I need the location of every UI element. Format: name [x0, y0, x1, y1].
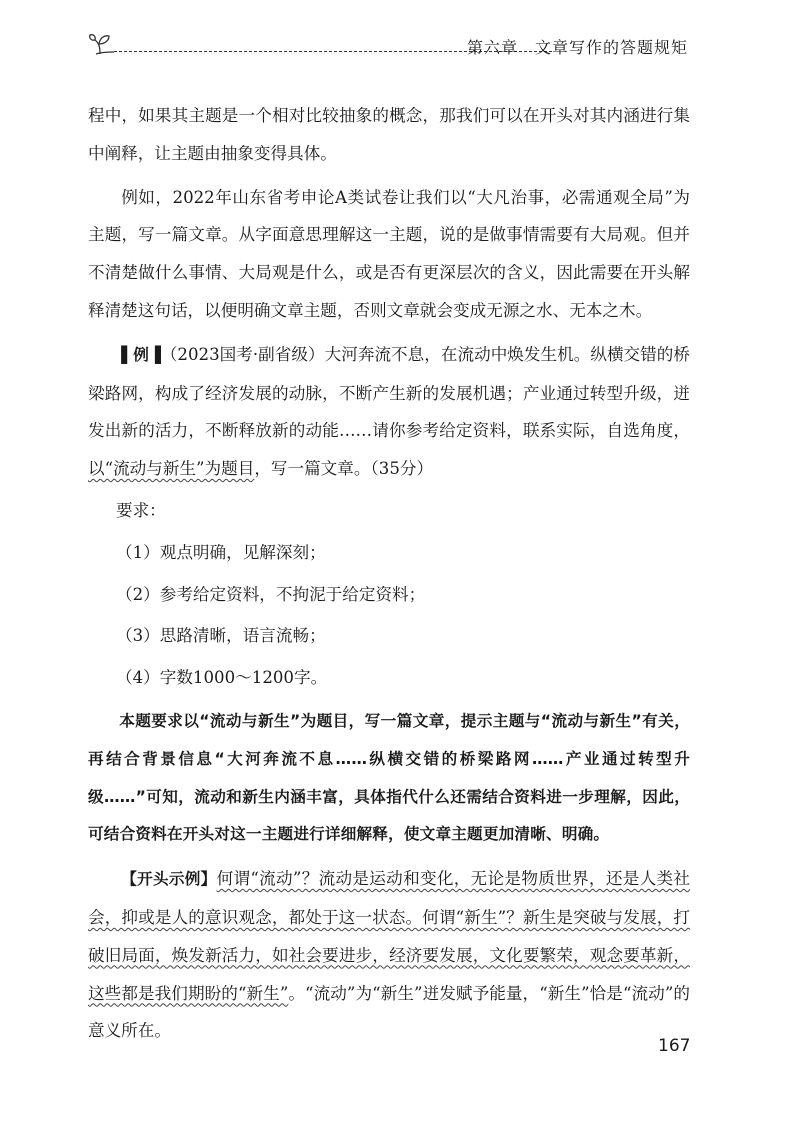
requirements-label: 要求：: [116, 500, 166, 520]
chapter-title: 第六章 文章写作的答题规矩: [466, 38, 688, 57]
requirement-item: （2）参考给定资料，不拘泥于给定资料；: [116, 584, 426, 604]
example-question-text: （2023国考·副省级）大河奔流不息，在流动中焕发生机。纵横交错的桥梁路网，构成了经济发展的动脉，不断产生新的发展机遇；产业通过转型升级，迸发出新的活力，不断释放新的动能……请你参考给定资料，联系实际，自选角度，: [88, 344, 690, 441]
sample-opening: [88, 860, 690, 1050]
page-body: [88, 97, 690, 1050]
sprout-icon: [88, 32, 114, 56]
sample-end-text: 。“流动”为“新生”迸发赋予能量，“新生”恰是“流动”的意义所在。: [88, 983, 690, 1041]
example-tag: ▌例▐: [121, 345, 161, 364]
requirement-item: （1）观点明确，见解深刻；: [116, 542, 326, 562]
requirement-item: （3）思路清晰，语言流畅；: [116, 626, 326, 646]
requirement-item: （4）字数1000～1200字。: [116, 668, 328, 688]
sample-tag: 【开头示例】: [121, 870, 217, 889]
page-number: 167: [658, 1036, 691, 1056]
paragraph-continuation: 程中，如果其主题是一个相对比较抽象的概念，那我们可以在开头对其内涵进行集中阐释，让主题由抽象变得具体。: [88, 106, 690, 163]
example-question-underlined: 以“流动与新生”为题目: [88, 459, 255, 479]
paragraph-example-intro: 例如，2022年山东省考申论A类试卷让我们以“大凡治事，必需通观全局”为主题，写一篇文章。从字面意思理解这一主题，说的是做事情需要有大局观。但并不清楚做什么事情、大局观是什么，或是否有更深层次的含义，因此需要在开头解释清楚这句话，以便明确文章主题，否则文章就会变成无源之水、无本之木。: [88, 187, 690, 320]
example-question-end: ，写一篇文章。（35分）: [254, 459, 434, 479]
running-header: [88, 32, 688, 62]
example-question: [88, 336, 690, 488]
sample-underlined-text: 何谓“流动”？流动是运动和变化，无论是物质世界，还是人类社会，抑或是人的意识观念，都处于这一状态。何谓“新生”？新生是突破与发展，打破旧局面，焕发新活力，如社会要进步，经济要发展，文化要繁荣，观念要革新，这些都是我们期盼的“新生”: [88, 869, 690, 1003]
analysis-paragraph: 本题要求以“流动与新生”为题目，写一篇文章，提示主题与“流动与新生”有关，再结合背景信息“大河奔流不息……纵横交错的桥梁路网……产业通过转型升级……”可知，流动和新生内涵丰富，具体指代什么还需结合资料进一步理解，因此，可结合资料在开头对这一主题进行详细解释，使文章主题更加清晰、明确。: [88, 711, 690, 844]
